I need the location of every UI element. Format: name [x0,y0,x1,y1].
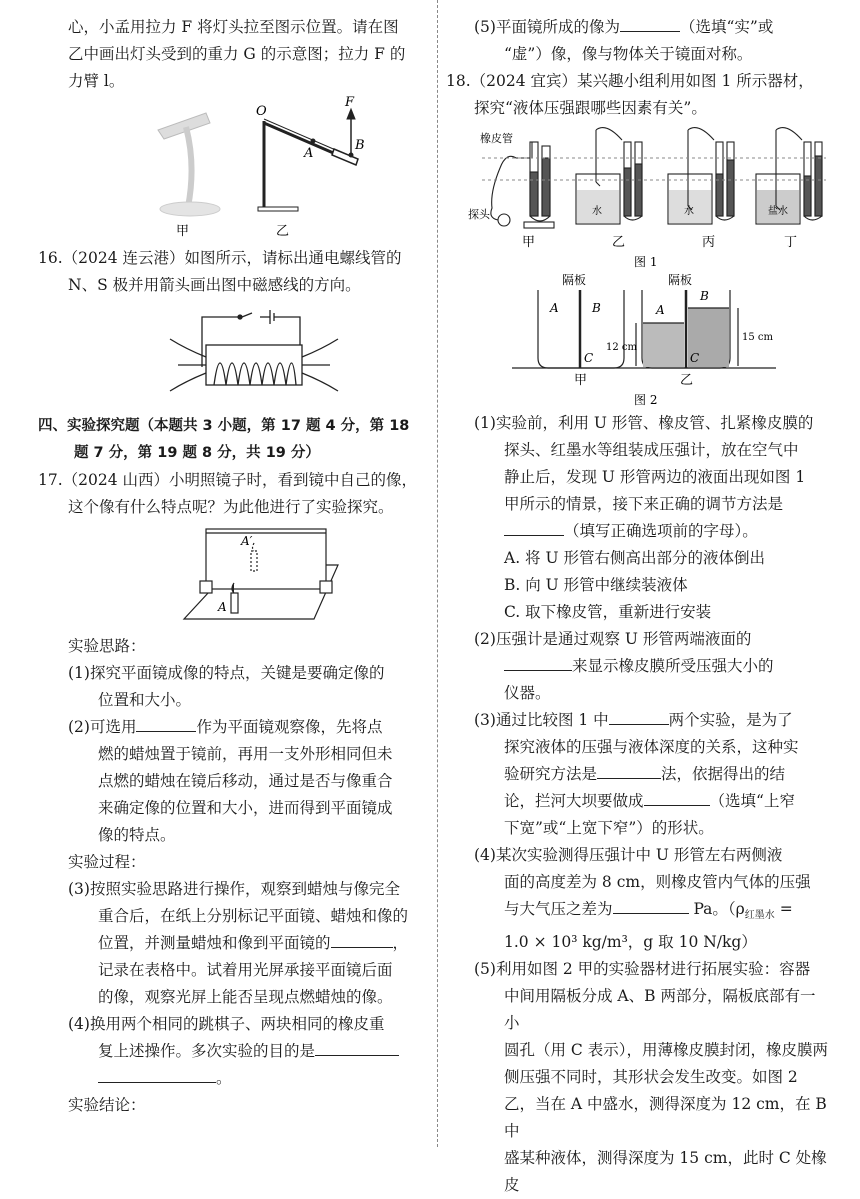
r5-line-5: 乙，当在 A 中盛水，测得深度为 12 cm，在 B 中 [504,1095,827,1141]
process-title: 实验过程： [68,853,146,871]
r5-line-4: 侧压强不同时，其形状会发生改变。如图 2 [504,1068,798,1087]
item-2-line-3: 点燃的蜡烛在镜后移动，通过是否与像重合 [98,772,393,790]
beaker-yi [576,128,642,224]
item-3-line-4: 记录在表格中。试着用光屏承接平面镜后面 [98,961,393,979]
fig2-C-yi: C [690,351,700,365]
r4-line-1: (4)某次实验测得压强计中 U 形管左右两侧液 [474,846,783,864]
r2-line-2: 来显示橡皮膜所受压强大小的 [446,653,830,680]
answer-blank-purpose-2[interactable] [98,1066,216,1083]
item-1-line-2: 位置和大小。 [98,691,192,709]
answer-blank-image-type[interactable] [620,15,680,32]
conclusion-title: 实验结论： [68,1096,146,1114]
fig15-F: F [345,95,355,110]
item-3-line-3: 位置，并测量蜡烛和像到平面镜的 ， [38,930,430,957]
q15-line-3: 力臂 l。 [68,72,125,90]
fig2-A-jia: A [550,301,559,315]
r5-line-3: 圆孔（用 C 表示），用薄橡皮膜封闭，橡皮膜两 [504,1041,828,1060]
fig2-partition-label-jia: 隔板 [562,273,587,287]
item-2-line-2: 燃的蜡烛置于镜前，再用一支外形相同但未 [98,745,393,763]
figure-2-partition-container [446,270,830,410]
item-5-line-2: “虚”）像，像与物体关于镜面对称。 [504,45,753,63]
r1-line-3: 静止后，发现 U 形管两边的液面出现如图 1 [504,468,806,486]
q16-line-2: N、S 极并用箭头画出图中磁感线的方向。 [68,276,361,294]
answer-blank-height-diff[interactable] [504,654,572,671]
fig2-height-15: 15 cm [742,332,773,343]
fig1-label-yi: 乙 [612,235,626,250]
r1-line-5: （填写正确选项前的字母）。 [446,518,830,545]
item-4-line-3: 。 [38,1065,430,1092]
r4-line-3: 与大气压之差为 Pa。（$\rho_{红墨水}$ = [446,896,830,929]
r2-line-3: 仪器。 [504,684,551,702]
r3-line-3: 验研究方法是 法，依据得出的结 [446,761,830,788]
option-a: A. 将 U 形管右侧高出部分的液体倒出 [504,549,765,567]
answer-blank-method[interactable] [597,762,661,779]
fig2-partition-label-yi: 隔板 [668,273,693,287]
item-3-line-5: 的像，观察光屏上能否呈现点燃蜡烛的像。 [98,988,393,1006]
fig1-brine-ding: 盐水 [768,206,788,217]
r3-line-2: 探究液体的压强与液体深度的关系，这种实 [504,738,799,756]
section-4-heading-2: 题 7 分，第 19 题 8 分，共 19 分） [74,445,320,461]
answer-blank-mirror[interactable] [136,715,196,732]
r5-line-6: 盛某种液体，测得深度为 15 cm，此时 C 处橡皮 [504,1149,827,1195]
r4-line-4: 1.0 × 10³ kg/m³，g 取 10 N/kg） [504,933,757,952]
fig2-C-jia: C [584,351,594,365]
fig15-A: A [304,146,314,161]
item-5-line-1: (5)平面镜所成的像为 （选填“实”或 [446,14,830,41]
q16-line-1: 16.（2024 连云港）如图所示，请标出通电螺线管的 [38,249,402,267]
fig15-label-a: 甲 [176,224,190,239]
rho-subscript: 红墨水 [744,910,775,922]
q18-line-1: 18.（2024 宜宾）某兴趣小组利用如图 1 所示器材， [446,72,814,90]
answer-blank-distance[interactable] [331,931,393,948]
q18-line-2: 探究“液体压强跟哪些因素有关”。 [474,99,707,117]
item-2-line-5: 像的特点。 [98,826,176,844]
answer-blank-purpose-1[interactable] [315,1039,399,1056]
section-4-heading-1: 四、实验探究题（本题共 3 小题，第 17 题 4 分，第 18 [38,418,410,434]
lamp-diagram [258,109,358,233]
q15-figure [38,95,430,245]
q15-line-2: 乙中画出灯头受到的重力 G 的示意图；拉力 F 的 [68,45,406,63]
idea-title: 实验思路： [68,637,146,655]
fig2-A-yi: A [656,303,665,317]
fig1-water-bing: 水 [684,206,694,217]
solenoid-figure [38,299,430,407]
q17-line-2: 这个像有什么特点呢？为此他进行了实验探究。 [68,498,394,516]
item-1-line-1: (1)探究平面镜成像的特点，关键是要确定像的 [68,664,385,682]
fig2-height-12: 12 cm [606,342,637,353]
item-4-line-1: (4)换用两个相同的跳棋子、两块相同的橡皮重 [68,1015,385,1033]
r3-line-4: 论，拦河大坝要做成 （选填“上窄 [446,788,830,815]
fig1-tube-label: 橡皮管 [480,132,513,145]
answer-blank-pressure[interactable] [613,897,689,914]
fig15-label-b: 乙 [276,224,290,239]
fig1-label-bing: 丙 [702,235,716,250]
fig1-caption: 图 1 [634,255,658,269]
fig2-B-yi: B [700,289,709,303]
mirror-experiment-figure [38,521,430,625]
r1-line-2: 探头、红墨水等组装成压强计，放在空气中 [504,441,799,459]
r3-line-5: 下宽”或“上宽下窄”）的形状。 [504,819,714,837]
r1-line-1: (1)实验前，利用 U 形管、橡皮管、扎紧橡皮膜的 [474,414,814,432]
column-divider [437,0,438,1147]
figure-1-pressure-gauges [446,122,830,270]
beaker-ding [756,128,822,224]
fig1-probe-label: 探头 [468,208,490,221]
fig17-A: A [218,600,227,614]
q17-line-1: 17.（2024 山西）小明照镜子时，看到镜中自己的像， [38,471,418,489]
item-2-line-1: (2)可选用 作为平面镜观察像，先将点 [38,714,430,741]
item-4-line-2: 复上述操作。多次实验的目的是 [38,1038,430,1065]
desk-lamp-photo [158,113,220,216]
answer-blank-dam-shape[interactable] [644,789,710,806]
r5-line-2: 中间用隔板分成 A、B 两部分，隔板底部有一小 [504,987,816,1033]
r5-line-1: (5)利用如图 2 甲的实验器材进行拓展实验：容器 [474,960,811,979]
r2-line-1: (2)压强计是通过观察 U 形管两端液面的 [474,630,752,648]
fig2-label-yi: 乙 [680,373,694,388]
beaker-bing [668,128,734,224]
item-3-line-1: (3)按照实验思路进行操作，观察到蜡烛与像完全 [68,880,400,898]
r4-line-2: 面的高度差为 8 cm，则橡皮管内气体的压强 [504,873,811,891]
r3-line-1: (3)通过比较图 1 中 两个实验，是为了 [446,707,830,734]
item-3-line-2: 重合后，在纸上分别标记平面镜、蜡烛和像的 [98,907,409,925]
fig2-B-jia: B [592,301,601,315]
q15-line-1: 心，小孟用拉力 F 将灯头拉至图示位置。请在图 [68,18,399,36]
item-2-line-4: 来确定像的位置和大小，进而得到平面镜成 [98,799,393,817]
option-c: C. 取下橡皮管，重新进行安装 [504,603,712,621]
answer-blank-compare[interactable] [609,708,669,725]
r1-line-4: 甲所示的情景，接下来正确的调节方法是 [504,495,784,513]
fig1-water-yi: 水 [592,206,602,217]
left-column [38,0,430,1119]
fig1-label-ding: 丁 [784,235,798,250]
fig15-B: B [355,138,365,153]
fig2-label-jia: 甲 [574,373,588,388]
fig15-O: O [256,104,267,119]
option-b: B. 向 U 形管中继续装液体 [504,576,688,594]
right-column [446,0,830,1199]
fig17-A-prime: A′ [241,534,253,548]
answer-blank-adjust[interactable] [504,519,564,536]
fig2-caption: 图 2 [634,393,658,407]
fig1-label-jia: 甲 [522,235,536,250]
